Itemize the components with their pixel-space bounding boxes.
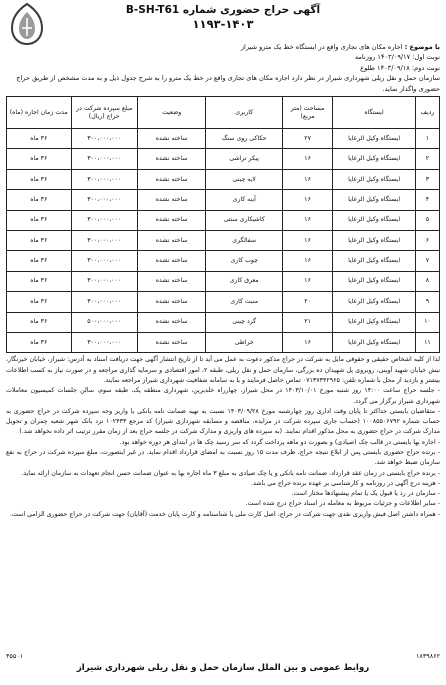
cell-use: گرد چینی bbox=[206, 312, 283, 332]
body-paragraph: - برنده حراج حضوری بایستی پس از ابلاغ نتیجه حراج، ظرف مدت ۱۵ روز نسبت به امضای قرارداد اقدام نماید. در غیر اینصورت، مبلغ سپرده شرکت در حراج به نفع سازمان ضبط خواهد شد. bbox=[6, 449, 440, 467]
cell-place: ایستگاه وکیل الرعایا bbox=[333, 169, 416, 189]
body-paragraph: - متقاضیان بایستی حداکثر تا پایان وقت اداری روز چهارشنبه مورخ ۱۴۰۳/۰۹/۲۸ نسبت به تهیه ضمانت نامه بانکی یا واریز وجه سپرده شرکت در حراج حضوری به حساب شماره ۱۰۰۸۵۵۰۶۷۹۲ (حساب جاری سپرده شرکت در مزایده، مناقصه و مسابقه شهرداری شیراز) کد مرجع ۱۰۲۴۳۳ نزد بانک شهر شعبه چمران و تحویل مدارک شرکت در حراج حضوری به محل مذکور اقدام نمایند. (به سپرده های واریزی و مدارک شرکت در جلسه حراج بعد از زمان مقرر ترتیب اثر داده نخواهد شد.) bbox=[6, 407, 441, 436]
body-paragraph: - سایر اطلاعات و جزئیات مربوط به معامله در اسناد حراج درج شده است. bbox=[245, 500, 440, 508]
body-paragraph: - همراه داشتن اصل فیش واریزی نقدی جهت شرکت در حراج، اصل کارت ملی یا شناسنامه و کارت پایان خدمت (آقایان) جهت شرکت در حراج حضوری الزامی است. bbox=[9, 510, 440, 518]
cell-place: ایستگاه وکیل الرعایا bbox=[333, 251, 416, 271]
cell-use: منبت کاری bbox=[206, 292, 283, 312]
shiraz-municipality-logo-icon bbox=[8, 2, 46, 46]
cell-place: ایستگاه وکیل الرعایا bbox=[333, 271, 416, 291]
second-publish-line bbox=[6, 63, 440, 73]
second-publish-label: نوبت دوم: bbox=[411, 63, 440, 72]
cell-duration: ۳۶ ماه bbox=[7, 230, 72, 250]
cell-deposit: ۳۰۰،۰۰۰،۰۰۰ bbox=[71, 190, 137, 210]
footer-organization: روابط عمومی و بین الملل سازمان حمل و نقل ریلی شهرداری شیراز bbox=[76, 663, 370, 673]
cell-status: ساخته نشده bbox=[137, 230, 205, 250]
cell-use: معرق کاری bbox=[206, 271, 283, 291]
cell-place: ایستگاه وکیل الرعایا bbox=[333, 210, 416, 230]
cell-place: ایستگاه وکیل الرعایا bbox=[333, 129, 416, 149]
cell-area: ۱۶ bbox=[282, 190, 332, 210]
body-paragraph: - جلسه حراج ساعت ۱۴:۰۰ روز شنبه مورخ ۱۴۰۳/۱۰/۰۱ در محل شیراز، چهارراه خلدبرین، شهرداری منطقه یک، طبقه سوم، سالن جلسات کمیسیون معاملات شهرداری شیراز برگزار می گردد. bbox=[6, 387, 440, 405]
cell-area: ۱۶ bbox=[282, 149, 332, 169]
cell-status: ساخته نشده bbox=[137, 190, 205, 210]
table-body bbox=[7, 129, 440, 353]
cell-status: ساخته نشده bbox=[137, 332, 205, 352]
auction-table bbox=[6, 96, 440, 353]
cell-index: ۲ bbox=[415, 149, 439, 169]
table-row bbox=[7, 129, 440, 149]
cell-area: ۲۱ bbox=[282, 312, 332, 332]
cell-deposit: ۵۰۰،۰۰۰،۰۰۰ bbox=[71, 312, 137, 332]
cell-status: ساخته نشده bbox=[137, 169, 205, 189]
body-paragraph: - اجاره بها بایستی در قالب چک (صیادی) و بصورت دو ماهه پرداخت گردد که سر رسید چک ها در ابتدای هر دوره خواهد بود. bbox=[119, 438, 440, 446]
cell-use: چوب کاری bbox=[206, 251, 283, 271]
cell-deposit: ۳۰۰،۰۰۰،۰۰۰ bbox=[71, 271, 137, 291]
cell-place: ایستگاه وکیل الرعایا bbox=[333, 332, 416, 352]
table-row bbox=[7, 271, 440, 291]
cell-place: ایستگاه وکیل الرعایا bbox=[333, 149, 416, 169]
cell-index: ۹ bbox=[415, 292, 439, 312]
intro-text: سازمان حمل و نقل ریلی شهرداری شیراز در نظر دارد اجاره مکان های تجاری واقع در خط یک مترو را به شرح جدول ذیل و به مدت مشخص از طریق حراج حضوری واگذار نماید. bbox=[16, 74, 440, 93]
cell-status: ساخته نشده bbox=[137, 210, 205, 230]
cell-index: ۵ bbox=[415, 210, 439, 230]
notice-code: ۱۱۹۳-۱۴۰۳ bbox=[192, 17, 254, 31]
cell-status: ساخته نشده bbox=[137, 271, 205, 291]
notice-body bbox=[6, 355, 440, 520]
cell-index: ۱۰ bbox=[415, 312, 439, 332]
cell-duration: ۳۶ ماه bbox=[7, 129, 72, 149]
table-row bbox=[7, 251, 440, 271]
cell-duration: ۳۶ ماه bbox=[7, 169, 72, 189]
notice-header bbox=[6, 2, 440, 42]
cell-use: کاشیکاری سنتی bbox=[206, 210, 283, 230]
notice-footer bbox=[6, 651, 440, 675]
footer-left-code: ۴۵۵۰۱ bbox=[6, 652, 24, 660]
cell-place: ایستگاه وکیل الرعایا bbox=[333, 312, 416, 332]
table-row bbox=[7, 292, 440, 312]
cell-status: ساخته نشده bbox=[137, 292, 205, 312]
cell-status: ساخته نشده bbox=[137, 129, 205, 149]
body-paragraph: - سازمان در رد یا قبول یک یا تمام پیشنهادها مختار است. bbox=[291, 490, 440, 498]
cell-index: ۷ bbox=[415, 251, 439, 271]
cell-use: حکاکی روی سنگ bbox=[206, 129, 283, 149]
notice-meta bbox=[6, 42, 440, 94]
table-row bbox=[7, 149, 440, 169]
cell-status: ساخته نشده bbox=[137, 251, 205, 271]
cell-duration: ۳۶ ماه bbox=[7, 292, 72, 312]
cell-deposit: ۳۰۰،۰۰۰،۰۰۰ bbox=[71, 169, 137, 189]
table-row bbox=[7, 190, 440, 210]
subject-line bbox=[6, 42, 440, 52]
header-deposit: مبلغ سپرده شرکت در حراج (ریال) bbox=[71, 97, 137, 129]
header-area: مساحت (متر مربع) bbox=[282, 97, 332, 129]
header-duration: مدت زمان اجاره (ماه) bbox=[7, 97, 72, 129]
body-paragraph: - هزینه درج آگهی در روزنامه و کارشناسی بر عهده برنده حراج می باشد. bbox=[250, 479, 440, 487]
second-publish-date: ۱۴۰۳/۰۹/۱۸ طلوع bbox=[360, 63, 410, 72]
table-row bbox=[7, 169, 440, 189]
cell-deposit: ۳۰۰،۰۰۰،۰۰۰ bbox=[71, 149, 137, 169]
footer-codes bbox=[6, 651, 440, 661]
cell-place: ایستگاه وکیل الرعایا bbox=[333, 230, 416, 250]
header-place: ایستگاه bbox=[333, 97, 416, 129]
cell-deposit: ۳۰۰،۰۰۰،۰۰۰ bbox=[71, 332, 137, 352]
table-header-row bbox=[7, 97, 440, 129]
body-paragraph: لذا از کلیه اشخاص حقیقی و حقوقی مایل به شرکت در حراج مذکور دعوت به عمل می آید تا از تاریخ انتشار آگهی جهت دریافت اسناد به آدرس: شیراز، خیابان خیرنگار، نبش خیابان شهید آوینی، روبروی پل شهیدان ده بزرگی، سازمان حمل و نقل ریلی، طبقه ۲، امور اقتصادی و سرمایه گذاری مراجعه و در صورت نیاز به کسب اطلاعات بیشتر و بازدید از محل با شماره تلفن: ۰۷۱۳۷۳۴۲۹۶۵ تماس حاصل فرمایند و یا به سامانه شفافیت شهرداری شیراز مراجعه نمایند. bbox=[6, 356, 440, 384]
cell-duration: ۳۶ ماه bbox=[7, 149, 72, 169]
cell-area: ۱۶ bbox=[282, 230, 332, 250]
cell-duration: ۳۶ ماه bbox=[7, 312, 72, 332]
cell-status: ساخته نشده bbox=[137, 149, 205, 169]
first-publish-date: ۱۴۰۳/۰۹/۱۷ روزنامه bbox=[354, 53, 411, 62]
cell-use: آینه کاری bbox=[206, 190, 283, 210]
cell-status: ساخته نشده bbox=[137, 312, 205, 332]
footer-right-code: ۱۸۳۹۸۶۲ bbox=[415, 652, 440, 660]
cell-deposit: ۳۰۰،۰۰۰،۰۰۰ bbox=[71, 210, 137, 230]
cell-use: پیکر تراشی bbox=[206, 149, 283, 169]
cell-duration: ۳۶ ماه bbox=[7, 210, 72, 230]
cell-index: ۴ bbox=[415, 190, 439, 210]
subject-label: با موضوع : bbox=[404, 43, 440, 51]
cell-area: ۱۶ bbox=[282, 332, 332, 352]
first-publish-line bbox=[6, 52, 440, 62]
cell-index: ۱۱ bbox=[415, 332, 439, 352]
cell-index: ۳ bbox=[415, 169, 439, 189]
cell-index: ۱ bbox=[415, 129, 439, 149]
header-status: وضعیت bbox=[137, 97, 205, 129]
cell-use: لایه چینی bbox=[206, 169, 283, 189]
cell-area: ۱۶ bbox=[282, 210, 332, 230]
cell-area: ۲۷ bbox=[282, 129, 332, 149]
cell-area: ۲۰ bbox=[282, 292, 332, 312]
first-publish-label: نوبت اول: bbox=[412, 53, 440, 62]
cell-use: سفالگری bbox=[206, 230, 283, 250]
table-row bbox=[7, 312, 440, 332]
cell-duration: ۳۶ ماه bbox=[7, 271, 72, 291]
cell-area: ۱۶ bbox=[282, 169, 332, 189]
cell-index: ۸ bbox=[415, 271, 439, 291]
body-paragraph: - برنده حراج بایستی در زمان عقد قرارداد، ضمانت نامه بانکی و یا چک صیادی به مبلغ ۳ ماه اجاره بها به عنوان ضمانت حسن انجام تعهدات به سازمان ارائه نماید. bbox=[21, 469, 440, 477]
cell-area: ۱۶ bbox=[282, 251, 332, 271]
cell-deposit: ۳۰۰،۰۰۰،۰۰۰ bbox=[71, 129, 137, 149]
table-row bbox=[7, 210, 440, 230]
cell-duration: ۳۶ ماه bbox=[7, 251, 72, 271]
cell-deposit: ۳۰۰،۰۰۰،۰۰۰ bbox=[71, 292, 137, 312]
table-row bbox=[7, 230, 440, 250]
cell-duration: ۳۶ ماه bbox=[7, 190, 72, 210]
cell-place: ایستگاه وکیل الرعایا bbox=[333, 190, 416, 210]
notice-title: آگهی حراج حضوری شماره B-SH-T61 bbox=[125, 4, 321, 16]
table-row bbox=[7, 332, 440, 352]
header-use: کاربری bbox=[206, 97, 283, 129]
subject-text: اجاره مکان های تجاری واقع در ایستگاه خط یک مترو شیراز bbox=[240, 43, 403, 51]
header-index: ردیف bbox=[415, 97, 439, 129]
cell-place: ایستگاه وکیل الرعایا bbox=[333, 292, 416, 312]
cell-duration: ۳۶ ماه bbox=[7, 332, 72, 352]
cell-use: خراطی bbox=[206, 332, 283, 352]
cell-deposit: ۳۰۰،۰۰۰،۰۰۰ bbox=[71, 251, 137, 271]
cell-index: ۶ bbox=[415, 230, 439, 250]
cell-area: ۱۶ bbox=[282, 271, 332, 291]
cell-deposit: ۳۰۰،۰۰۰،۰۰۰ bbox=[71, 230, 137, 250]
